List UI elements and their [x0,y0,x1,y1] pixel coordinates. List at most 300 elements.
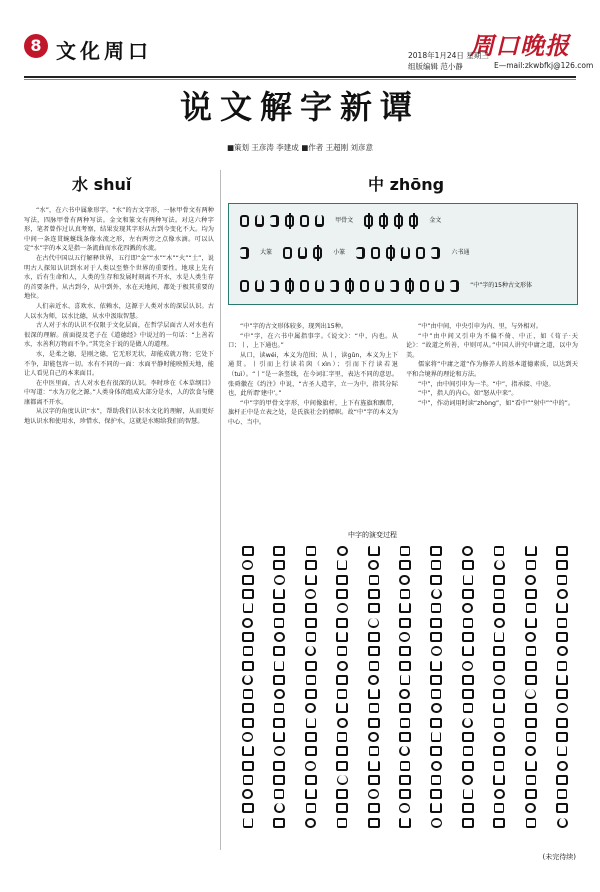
evolution-glyph [295,644,326,658]
evolution-glyph [421,630,452,644]
evolution-glyph [295,587,326,601]
evolution-glyph [452,801,483,815]
to-be-continued: (未完待续) [542,853,576,861]
evolution-glyph [389,601,420,615]
evolution-glyph [484,716,515,730]
evolution-glyph [389,673,420,687]
evolution-glyph [452,573,483,587]
evolution-glyph [358,730,389,744]
zhong-glyph [343,278,356,294]
evolution-glyph [389,687,420,701]
evolution-glyph [326,601,357,615]
article-title: 说文解字新谭 [179,88,420,126]
zhong-glyph [377,213,390,229]
evolution-glyph [515,816,546,830]
evolution-glyph [484,801,515,815]
evolution-glyph [452,615,483,629]
paragraph: “中”由中间，中央引申为内、里，与外相对。 [418,323,542,330]
article-byline: ■策划 王彦涛 李建成 ■作者 王超刚 刘彦意 [226,143,374,152]
evolution-glyph [326,673,357,687]
evolution-glyph [515,558,546,572]
evolution-glyph [232,673,263,687]
zhong-glyph [253,213,266,229]
evolution-glyph [358,644,389,658]
evolution-glyph [326,644,357,658]
zhong-glyph [268,278,281,294]
evolution-glyph [232,587,263,601]
paragraph: “中”，作动词用时读“zhòng”，如“看中”“射中”“中的”。 [418,399,575,407]
evolution-glyph [421,716,452,730]
evolution-glyph [295,801,326,815]
evolution-glyph [547,744,578,758]
evolution-glyph [232,758,263,772]
zhong-glyph [296,245,309,261]
paragraph: “中”字，在六书中属指事字。《说文》：“中，内也。从口；丨，上下通也。” [228,332,398,350]
evolution-glyph [421,787,452,801]
evolution-glyph [358,673,389,687]
evolution-glyph [452,658,483,672]
evolution-glyph [547,587,578,601]
evolution-glyph [421,730,452,744]
evolution-glyph [295,758,326,772]
evolution-glyph [515,773,546,787]
evolution-glyph [389,658,420,672]
evolution-glyph [421,816,452,830]
evolution-glyph [295,687,326,701]
evolution-glyph [389,558,420,572]
zhong-glyph [354,245,367,261]
evolution-glyph [547,601,578,615]
evolution-glyph [484,687,515,701]
evolution-glyph [263,730,294,744]
evolution-glyph [326,687,357,701]
evolution-glyph [358,587,389,601]
evolution-glyph [421,544,452,558]
evolution-glyph [515,701,546,715]
evolution-glyph [484,701,515,715]
evolution-glyph [389,630,420,644]
evolution-glyph [389,716,420,730]
evolution-glyph [421,558,452,572]
evolution-glyph [452,644,483,658]
evolution-glyph [484,573,515,587]
evolution-glyph [484,630,515,644]
evolution-glyph [326,701,357,715]
evolution-glyph [232,716,263,730]
evolution-glyph [421,773,452,787]
section-title: 文化周口 [56,39,152,63]
evolution-glyph [326,615,357,629]
zhong-glyph [373,278,386,294]
evolution-glyph [326,744,357,758]
glyph-label: 甲骨文 [335,217,354,224]
evolution-glyph [326,773,357,787]
evolution-glyph [326,816,357,830]
evolution-glyph [326,587,357,601]
evolution-glyph [263,716,294,730]
evolution-glyph [358,615,389,629]
evolution-glyph [295,773,326,787]
evolution-glyph [515,587,546,601]
evolution-glyph [452,701,483,715]
paragraph: 从口，读wéi，本义为范围；从丨，读gǔn，本义为上下通贯。丨引而上行读若囟（xìn）；引而下行读若退（tuì）。“丨”是一条竖线，在今词汇字里，表达不同的意思。张舜徽在《约注》中说，“古圣人造字，立一为中，指其分际也，此所谓‘建中’。” [228,351,398,398]
evolution-glyph [263,644,294,658]
paragraph: “中”字的甲骨文字形，中间像旗杆，上下有旌旗和飘带，旗杆正中是立表之处，是氏族社会的標帜。故“中”字的本义为中心、当中。 [228,399,398,426]
evolution-glyph [484,787,515,801]
evolution-glyph [547,658,578,672]
evolution-glyph [295,544,326,558]
evolution-glyph [358,773,389,787]
paragraph: “中”，由中间引申为一半。“中”，指承接、中途。 [418,380,555,388]
evolution-glyph [295,701,326,715]
evolution-glyph [232,816,263,830]
evolution-glyph [295,601,326,615]
evolution-glyph [452,673,483,687]
evolution-glyph [295,673,326,687]
evolution-glyph [358,716,389,730]
evolution-glyph [389,801,420,815]
evolution-glyph [452,816,483,830]
evolution-glyph [484,644,515,658]
zhong-glyph [384,245,397,261]
evolution-glyph [263,687,294,701]
evolution-glyph [358,601,389,615]
evolution-glyph [547,615,578,629]
evolution-glyph [389,787,420,801]
evolution-glyph [295,730,326,744]
evolution-grid [232,544,578,844]
zhong-glyph [283,278,296,294]
evolution-glyph [515,673,546,687]
zhong-glyph [392,213,405,229]
paragraph: 水，是柔之德，是刚之德，它无形无状，却能成就万物；它处下不争，却能包容一切。水有不同的一面：水面平静时能映照天地，能让人看见自己的本来面目。 [24,350,214,378]
evolution-glyph [389,544,420,558]
paragraph: 儒家将“中庸之道”作为修养人的基本道德素质，以达到天平和合境界的理论和方法。 [406,361,578,378]
evolution-glyph [452,716,483,730]
editor-credit: 组版编辑 范小静 [408,62,463,71]
evolution-glyph [389,730,420,744]
left-column-heading: 水 shuǐ [72,175,132,194]
evolution-glyph [515,687,546,701]
evolution-glyph [421,658,452,672]
evolution-glyph [263,544,294,558]
zhong-glyph [238,245,251,261]
paragraph: “中”，指人的内心。如“怒从中来”。 [418,390,518,398]
left-column-text [24,206,214,850]
paragraph: “水”，在六书中属象形字。“水”的古文字形，一脉甲骨文有两种写法，四脉甲骨有两种写法。金文和篆文有两种写法。对这六种字形，笔者曾作过认真考察，结果发现其字形从古到今变化不大。均为中间一条连贯蜿蜒线条像水流之形，左右两旁之点像水滴。可以认定“水”字的本义是指一条流曲而水花四溅的水流。 [24,207,214,253]
glyph-label: 大篆 [260,249,273,256]
evolution-glyph [547,773,578,787]
evolution-glyph [421,701,452,715]
paragraph: 古人对于水的认识不仅限于文化层面，在哲学层面古人对水也有很深的理解。前面提及老子在《道德经》中说过的一句话：“上善若水，水善利万物而不争。”其完全于说的是做人的道理。 [24,322,214,349]
evolution-glyph [452,687,483,701]
page-number-badge: 8 [24,34,48,58]
evolution-glyph [263,801,294,815]
zhong-glyph [328,278,341,294]
header-divider [24,76,576,78]
zhong-glyph [313,213,326,229]
evolution-glyph [452,558,483,572]
zhong-glyph [433,278,446,294]
glyph-row-2 [237,241,569,267]
evolution-glyph [295,744,326,758]
evolution-glyph [263,744,294,758]
evolution-glyph [232,544,263,558]
evolution-glyph [484,673,515,687]
evolution-glyph [232,573,263,587]
evolution-glyph [452,787,483,801]
paragraph: 人们亲近水、喜欢水、依赖水，这源于人类对水的深层认识。古人以水为师，以水比德，从水中汲取智慧。 [24,302,214,320]
glyph-label: 小篆 [333,249,346,256]
glyph-row-3 [237,274,569,300]
evolution-glyph [515,573,546,587]
zhong-glyph [283,213,296,229]
evolution-glyph [547,701,578,715]
evolution-glyph [515,630,546,644]
evolution-glyph [547,730,578,744]
evolution-glyph [484,730,515,744]
right-column-text-b [406,322,578,522]
column-divider [220,170,221,850]
evolution-glyph [515,615,546,629]
evolution-glyph [263,816,294,830]
zhong-glyph [298,213,311,229]
evolution-glyph [295,573,326,587]
evolution-glyph [358,758,389,772]
evolution-glyph [421,673,452,687]
evolution-glyph [232,701,263,715]
evolution-glyph [547,758,578,772]
evolution-glyph [263,673,294,687]
evolution-glyph [484,615,515,629]
evolution-glyph [326,801,357,815]
evolution-glyph [232,630,263,644]
evolution-glyph [232,601,263,615]
zhong-glyph [407,213,420,229]
evolution-glyph [421,744,452,758]
evolution-glyph [263,630,294,644]
evolution-glyph [326,758,357,772]
evolution-glyph [389,758,420,772]
evolution-glyph [295,615,326,629]
newspaper-logo: 周口晚报 [470,31,570,60]
evolution-glyph [295,816,326,830]
evolution-glyph [452,601,483,615]
evolution-glyph [421,573,452,587]
evolution-glyph [547,687,578,701]
evolution-glyph [515,758,546,772]
evolution-glyph [263,601,294,615]
evolution-glyph [547,716,578,730]
evolution-glyph [421,801,452,815]
evolution-glyph [484,658,515,672]
evolution-glyph [232,801,263,815]
zhong-glyph [238,213,251,229]
evolution-table [232,544,578,844]
zhong-glyph [281,245,294,261]
evolution-glyph [421,601,452,615]
paragraph: 在中医里面，古人对水也有很深的认识。李时珍在《本草纲目》中写道：“水为万化之源。”人类身体的组成大部分是水，人的饮食与健康都离不开水。 [24,379,214,406]
evolution-glyph [358,701,389,715]
evolution-glyph [295,787,326,801]
evolution-glyph [358,787,389,801]
evolution-glyph [232,773,263,787]
evolution-glyph [263,615,294,629]
glyph-label: “中”字的15种古文形体 [470,282,532,289]
evolution-glyph [389,773,420,787]
evolution-glyph [389,644,420,658]
evolution-glyph [295,630,326,644]
zhong-glyph [238,278,251,294]
evolution-glyph [484,587,515,601]
glyph-row-1 [237,209,569,235]
evolution-glyph [421,587,452,601]
evolution-glyph [358,744,389,758]
evolution-glyph [484,558,515,572]
evolution-glyph [452,773,483,787]
evolution-glyph [547,573,578,587]
evolution-glyph [515,744,546,758]
evolution-glyph [547,801,578,815]
evolution-glyph [484,773,515,787]
evolution-glyph [263,558,294,572]
evolution-table-title: 中字的演变过程 [348,531,397,539]
zhong-glyph [403,278,416,294]
right-column-text-a [228,322,398,522]
header-divider-thin [24,79,576,80]
evolution-glyph [295,658,326,672]
evolution-glyph [547,544,578,558]
evolution-glyph [389,701,420,715]
evolution-glyph [421,687,452,701]
evolution-glyph [263,587,294,601]
evolution-glyph [295,558,326,572]
evolution-glyph [484,758,515,772]
zhong-glyph [388,278,401,294]
evolution-glyph [547,644,578,658]
paragraph: “中”字的古文形体较多，现列出15种。 [240,323,348,330]
evolution-glyph [232,744,263,758]
evolution-glyph [358,816,389,830]
evolution-glyph [484,544,515,558]
evolution-glyph [232,615,263,629]
evolution-glyph [358,658,389,672]
evolution-glyph [326,716,357,730]
evolution-glyph [326,544,357,558]
zhong-glyph [418,278,431,294]
evolution-glyph [358,687,389,701]
evolution-glyph [421,758,452,772]
zhong-glyph [414,245,427,261]
evolution-glyph [263,787,294,801]
evolution-glyph [484,744,515,758]
evolution-glyph [326,658,357,672]
evolution-glyph [232,658,263,672]
evolution-glyph [452,630,483,644]
evolution-glyph [389,816,420,830]
evolution-glyph [547,816,578,830]
right-column-heading: 中 zhōng [368,175,445,194]
evolution-glyph [232,687,263,701]
glyph-label: 六书通 [451,249,470,256]
zhong-glyph [358,278,371,294]
evolution-glyph [263,573,294,587]
zhong-glyph [448,278,461,294]
evolution-glyph [232,730,263,744]
evolution-glyph [389,615,420,629]
evolution-glyph [358,801,389,815]
evolution-glyph [452,587,483,601]
evolution-glyph [263,773,294,787]
zhong-glyph [268,213,281,229]
evolution-glyph [452,744,483,758]
evolution-glyph [515,644,546,658]
evolution-glyph [547,630,578,644]
evolution-glyph [452,544,483,558]
zhong-glyph [298,278,311,294]
evolution-glyph [515,730,546,744]
zhong-glyph [399,245,412,261]
evolution-glyph [232,558,263,572]
zhong-glyph-panel [228,203,578,305]
evolution-glyph [358,558,389,572]
evolution-glyph [326,573,357,587]
evolution-glyph [515,658,546,672]
evolution-glyph [358,544,389,558]
evolution-glyph [547,673,578,687]
evolution-glyph [358,573,389,587]
zhong-glyph [313,278,326,294]
evolution-glyph [326,630,357,644]
evolution-glyph [547,787,578,801]
evolution-glyph [515,787,546,801]
evolution-glyph [263,758,294,772]
evolution-glyph [452,758,483,772]
paragraph: 在古代中国以五行解释世界，五行即“金”“水”“木”“火”“土”，说明古人探知认识到水对于人类以至整个世界的重要性。地球上先有水，后有生命和人，人类的生存和发展时刻离不开水，水是人类生存的首要条件。从古到今，从中到外，水在天地间，都处于极其重要的地位。 [24,254,214,301]
evolution-glyph [389,573,420,587]
evolution-glyph [358,630,389,644]
paragraph: “中”由中间又引申为不偏不倚、中正，如《荀子·天论》：“故道之所善，中则可从。”中国人讲究中庸之道，以中为美。 [406,332,578,359]
issue-date: 2018年1月24日 星期三 [408,51,489,60]
zhong-glyph [253,278,266,294]
zhong-glyph [311,245,324,261]
evolution-glyph [547,558,578,572]
evolution-glyph [515,801,546,815]
evolution-glyph [295,716,326,730]
evolution-glyph [484,601,515,615]
evolution-glyph [232,644,263,658]
evolution-glyph [326,730,357,744]
evolution-glyph [484,816,515,830]
evolution-glyph [326,558,357,572]
paragraph: 从汉字的角度认识“水”，帮助我们认识水文化的理解，从而更好地认识水和使用水，珍惜水、保护水，这就是水赐给我们的智慧。 [24,408,214,426]
evolution-glyph [232,787,263,801]
zhong-glyph [369,245,382,261]
zhong-glyph [362,213,375,229]
evolution-glyph [421,615,452,629]
evolution-glyph [515,544,546,558]
evolution-glyph [326,787,357,801]
evolution-glyph [515,716,546,730]
evolution-glyph [263,701,294,715]
evolution-glyph [389,587,420,601]
glyph-label: 金文 [429,217,442,224]
evolution-glyph [263,658,294,672]
evolution-glyph [452,730,483,744]
evolution-glyph [421,644,452,658]
evolution-glyph [389,744,420,758]
contact-email: E—mail:zkwbfkj@126.com [494,61,594,70]
